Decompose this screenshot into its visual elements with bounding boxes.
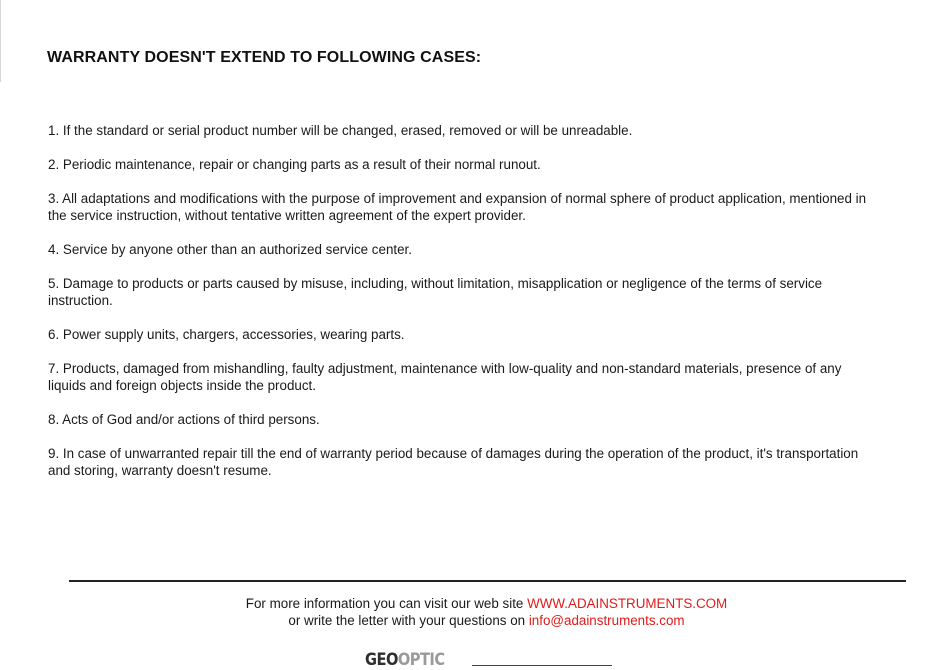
footer-website-prefix: For more information you can visit our web site: [245, 596, 528, 611]
list-item: 7. Products, damaged from mishandling, faulty adjustment, maintenance with low-quality and non-standard materials, presence of any liquids and foreign objects inside the product.: [48, 361, 842, 393]
footer-contact-info: [0, 595, 950, 629]
list-item: 6. Power supply units, chargers, accessories, wearing parts.: [48, 327, 405, 342]
geooptic-logo: [365, 650, 445, 670]
footer-line-email: [0, 612, 950, 629]
footer-email-prefix: or write the letter with your questions on: [288, 613, 529, 628]
footer-line-website: [0, 595, 950, 612]
logo-part-geo: GEO: [365, 650, 398, 670]
page-edge-divider: [0, 0, 1, 82]
list-item: 2. Periodic maintenance, repair or changing parts as a result of their normal runout.: [48, 157, 541, 172]
section-heading: WARRANTY DOESN'T EXTEND TO FOLLOWING CASES:: [47, 49, 482, 66]
footer-divider: [69, 580, 906, 582]
list-item: 9. In case of unwarranted repair till the end of warranty period because of damages during the operation of the product, it's transportation and storing, warranty doesn't resume.: [48, 446, 859, 478]
list-item: 4. Service by anyone other than an authorized service center.: [48, 242, 412, 257]
website-link[interactable]: WWW.ADAINSTRUMENTS.COM: [527, 596, 728, 611]
logo-part-optic: OPTIC: [397, 650, 445, 670]
list-item: 5. Damage to products or parts caused by misuse, including, without limitation, misapplication or negligence of the terms of service instruction.: [48, 276, 823, 308]
list-item: 1. If the standard or serial product number will be changed, erased, removed or will be unreadable.: [48, 123, 633, 138]
decorative-blue-line: [472, 665, 612, 666]
list-item: 8. Acts of God and/or actions of third persons.: [48, 412, 320, 427]
warranty-exclusions-list: [48, 122, 868, 496]
list-item: 3. All adaptations and modifications with the purpose of improvement and expansion of normal sphere of product application, mentioned in the service instruction, without tentative written agreement of the expert provider.: [48, 191, 867, 223]
email-link[interactable]: info@adainstruments.com: [528, 613, 685, 628]
